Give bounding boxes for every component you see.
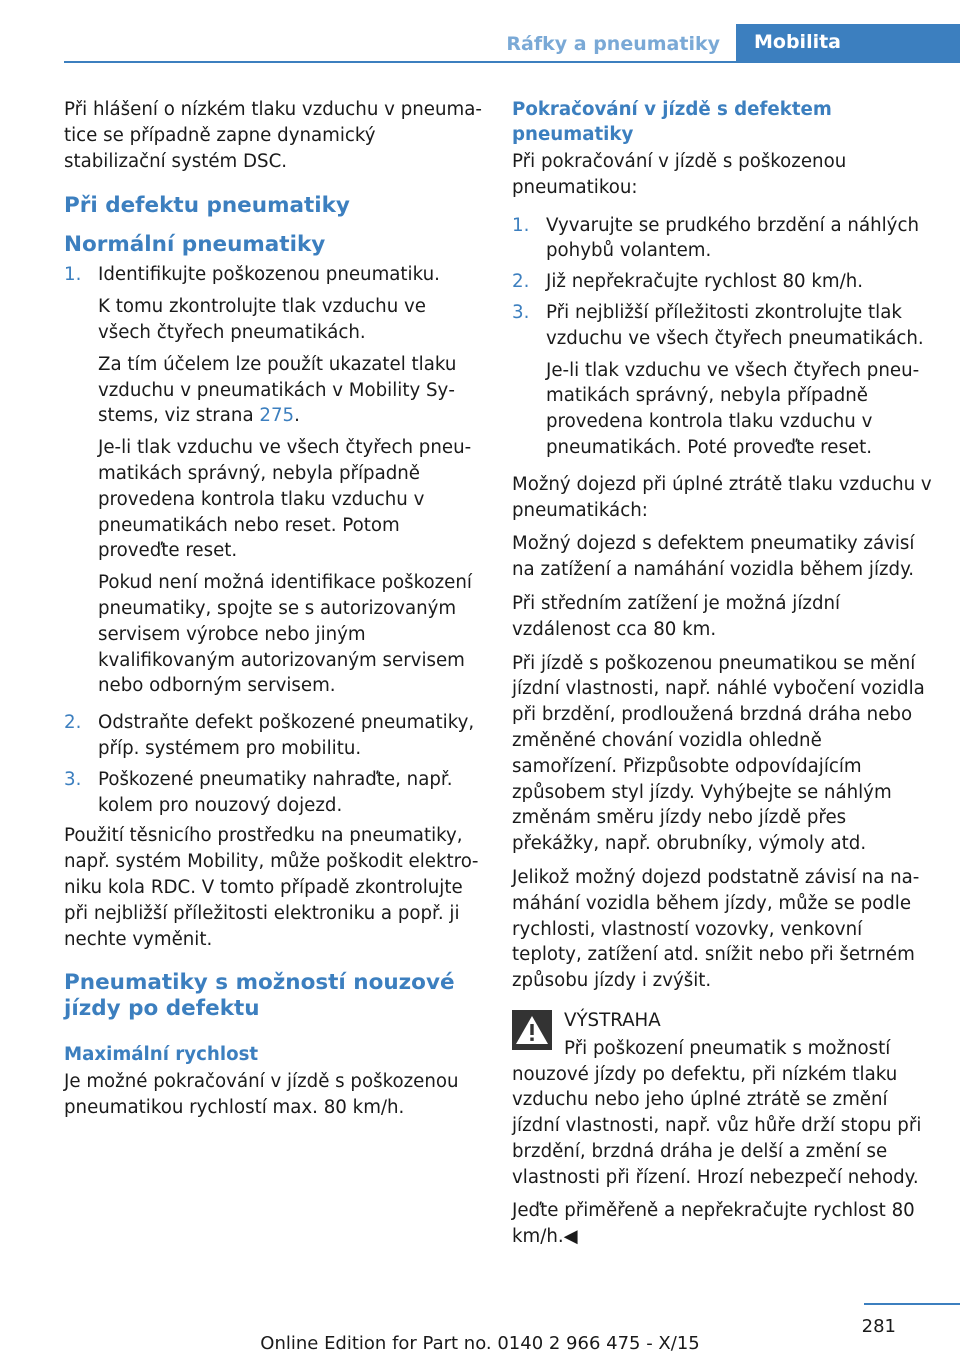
heading-continue-driving: Pokračování v jízdě s defektem pneumatiky [512,99,832,145]
header-rule [64,61,960,63]
step-text: Identifikujte poškozenou pneumatiku. [98,264,440,286]
step-text: Vyvarujte se prudkého brzdění a náhlých pohybů volantem. [546,214,919,262]
step-text: Při nejbližší příležitosti zkontrolujte tlak vzduchu ve všech čtyřech pneumatikách. [546,301,924,349]
step-text: Odstraňte defekt poškozené pneumatiky, příp. systémem pro mobilitu. [98,712,475,759]
range-label: Možný dojezd při úplné ztrátě tlaku vzduchu v pneumatikách: [512,473,932,521]
header-chapter-tab[interactable]: Mobilita [736,24,960,61]
list-number: 3. [512,301,530,323]
list-number: 1. [512,214,530,236]
warning-box [512,1008,932,1250]
warning-advice: Jeďte přiměřeně a nepřekračujte rychlost 80 km/h.◀ [512,1200,915,1248]
step-text [98,352,482,429]
list-number: 3. [64,768,82,790]
intro-paragraph: Při hlášení o nízkém tlaku vzduchu v pneumatice se případně zapne dynamický stabilizační systém DSC. [64,99,482,172]
page-link[interactable]: 275 [259,405,295,427]
handling-paragraph: Při jízdě s poškozenou pneumatikou se mění jízdní vlastnosti, např. náhlé vybočení vozidla při brzdění, prodloužená brzdná dráha nebo změněné chování vozidla ohledně samořízení. Přizpůsobte odpovídajícím způsobem styl jízdy. Vyhýbejte se náhlým změnám směru jízdy nebo jízdě přes překážky, např. obrubníky, výmoly atd. [512,652,925,855]
page-number: 281 [861,1316,896,1337]
sealant-paragraph: Použití těsnicího prostředku na pneumatiky, např. systém Mobility, může poškodit elektroniku kola RDC. V tomto případě zkontrolujte při nejbližší příležitosti elektroniku a popř. ji nechte vyměnit. [64,825,479,950]
edition-footer: Online Edition for Part no. 0140 2 966 475 - X/15 [260,1333,700,1354]
step-text: Již nepřekračujte rychlost 80 km/h. [546,271,864,293]
list-number: 1. [64,264,82,286]
list-item [512,300,932,467]
heading-max-speed: Maximální rychlost [64,1044,259,1066]
list-number: 2. [512,271,530,293]
page-number-rule [864,1303,960,1305]
step-text: Je-li tlak vzduchu ve všech čtyřech pneumatikách správný, nebyla případně provedena kontrola tlaku vzduchu v pneumatikách nebo reset. Potom proveďte reset. [98,437,472,562]
step-text: Je-li tlak vzduchu ve všech čtyřech pneumatikách správný, nebyla případně provedena kontrola tlaku vzduchu v pneumatikách. Poté proveďte reset. [546,359,920,458]
list-item [64,767,482,819]
step-text-suffix: . [294,405,300,427]
right-column [512,97,932,1258]
step-text-part: Za tím účelem lze použít ukazatel tlaku vzduchu v pneumatikách v Mobility Systems, viz strana [98,353,457,427]
range-depends: Možný dojezd s defektem pneumatiky závisí na zatížení a namáhání vozidla během jízdy. [512,533,915,581]
step-text: Pokud není možná identifikace poškození pneumatiky, spojte se s autorizovaným servisem výrobce nebo jiným kvalifikovaným autorizovaným servisem nebo odborným servisem. [98,572,472,697]
list-number: 2. [64,712,82,734]
heading-normal-tires: Normální pneumatiky [64,232,326,258]
max-speed-paragraph: Je možné pokračování v jízdě s poškozenou pneumatikou rychlostí max. 80 km/h. [64,1071,459,1119]
continue-intro: Při pokračování v jízdě s poškozenou pneumatikou: [512,151,847,198]
left-column [64,97,482,1129]
step-text: Poškozené pneumatiky nahraďte, např. kolem pro nouzový dojezd. [98,768,453,816]
list-item [512,213,932,265]
heading-runflat: Pneumatiky s možností nouzové jízdy po defektu [64,970,455,1022]
warning-triangle-icon [512,1010,552,1050]
range-vary-paragraph: Jelikož možný dojezd podstatně závisí na namáhání vozidla během jízdy, může se podle rychlosti, vlastností vozovky, venkovní teploty, zatížení atd. snížit nebo při šetrném způsobu jízdy i zvýšit. [512,866,920,992]
range-average: Při středním zatížení je možná jízdní vzdálenost cca 80 km. [512,592,841,640]
list-item [64,262,482,705]
header-section-tab[interactable]: Ráfky a pneumatiky [506,33,720,55]
warning-text: Při poškození pneumatik s možností nouzové jízdy po defektu, při nízkém tlaku vzduchu nebo jeho úplné ztrátě se změní jízdní vlastnosti, např. vůz hůře drží stopu při brzdění, brzdná dráha je delší a změní se vlastnosti při řízení. Hrozí nebezpečí nehody. [512,1037,922,1188]
warning-title: VÝSTRAHA [564,1009,661,1031]
heading-tire-defect: Při defektu pneumatiky [64,193,350,219]
list-item [512,269,932,295]
step-text: K tomu zkontrolujte tlak vzduchu ve všech čtyřech pneumatikách. [98,296,426,343]
list-item [64,710,482,762]
